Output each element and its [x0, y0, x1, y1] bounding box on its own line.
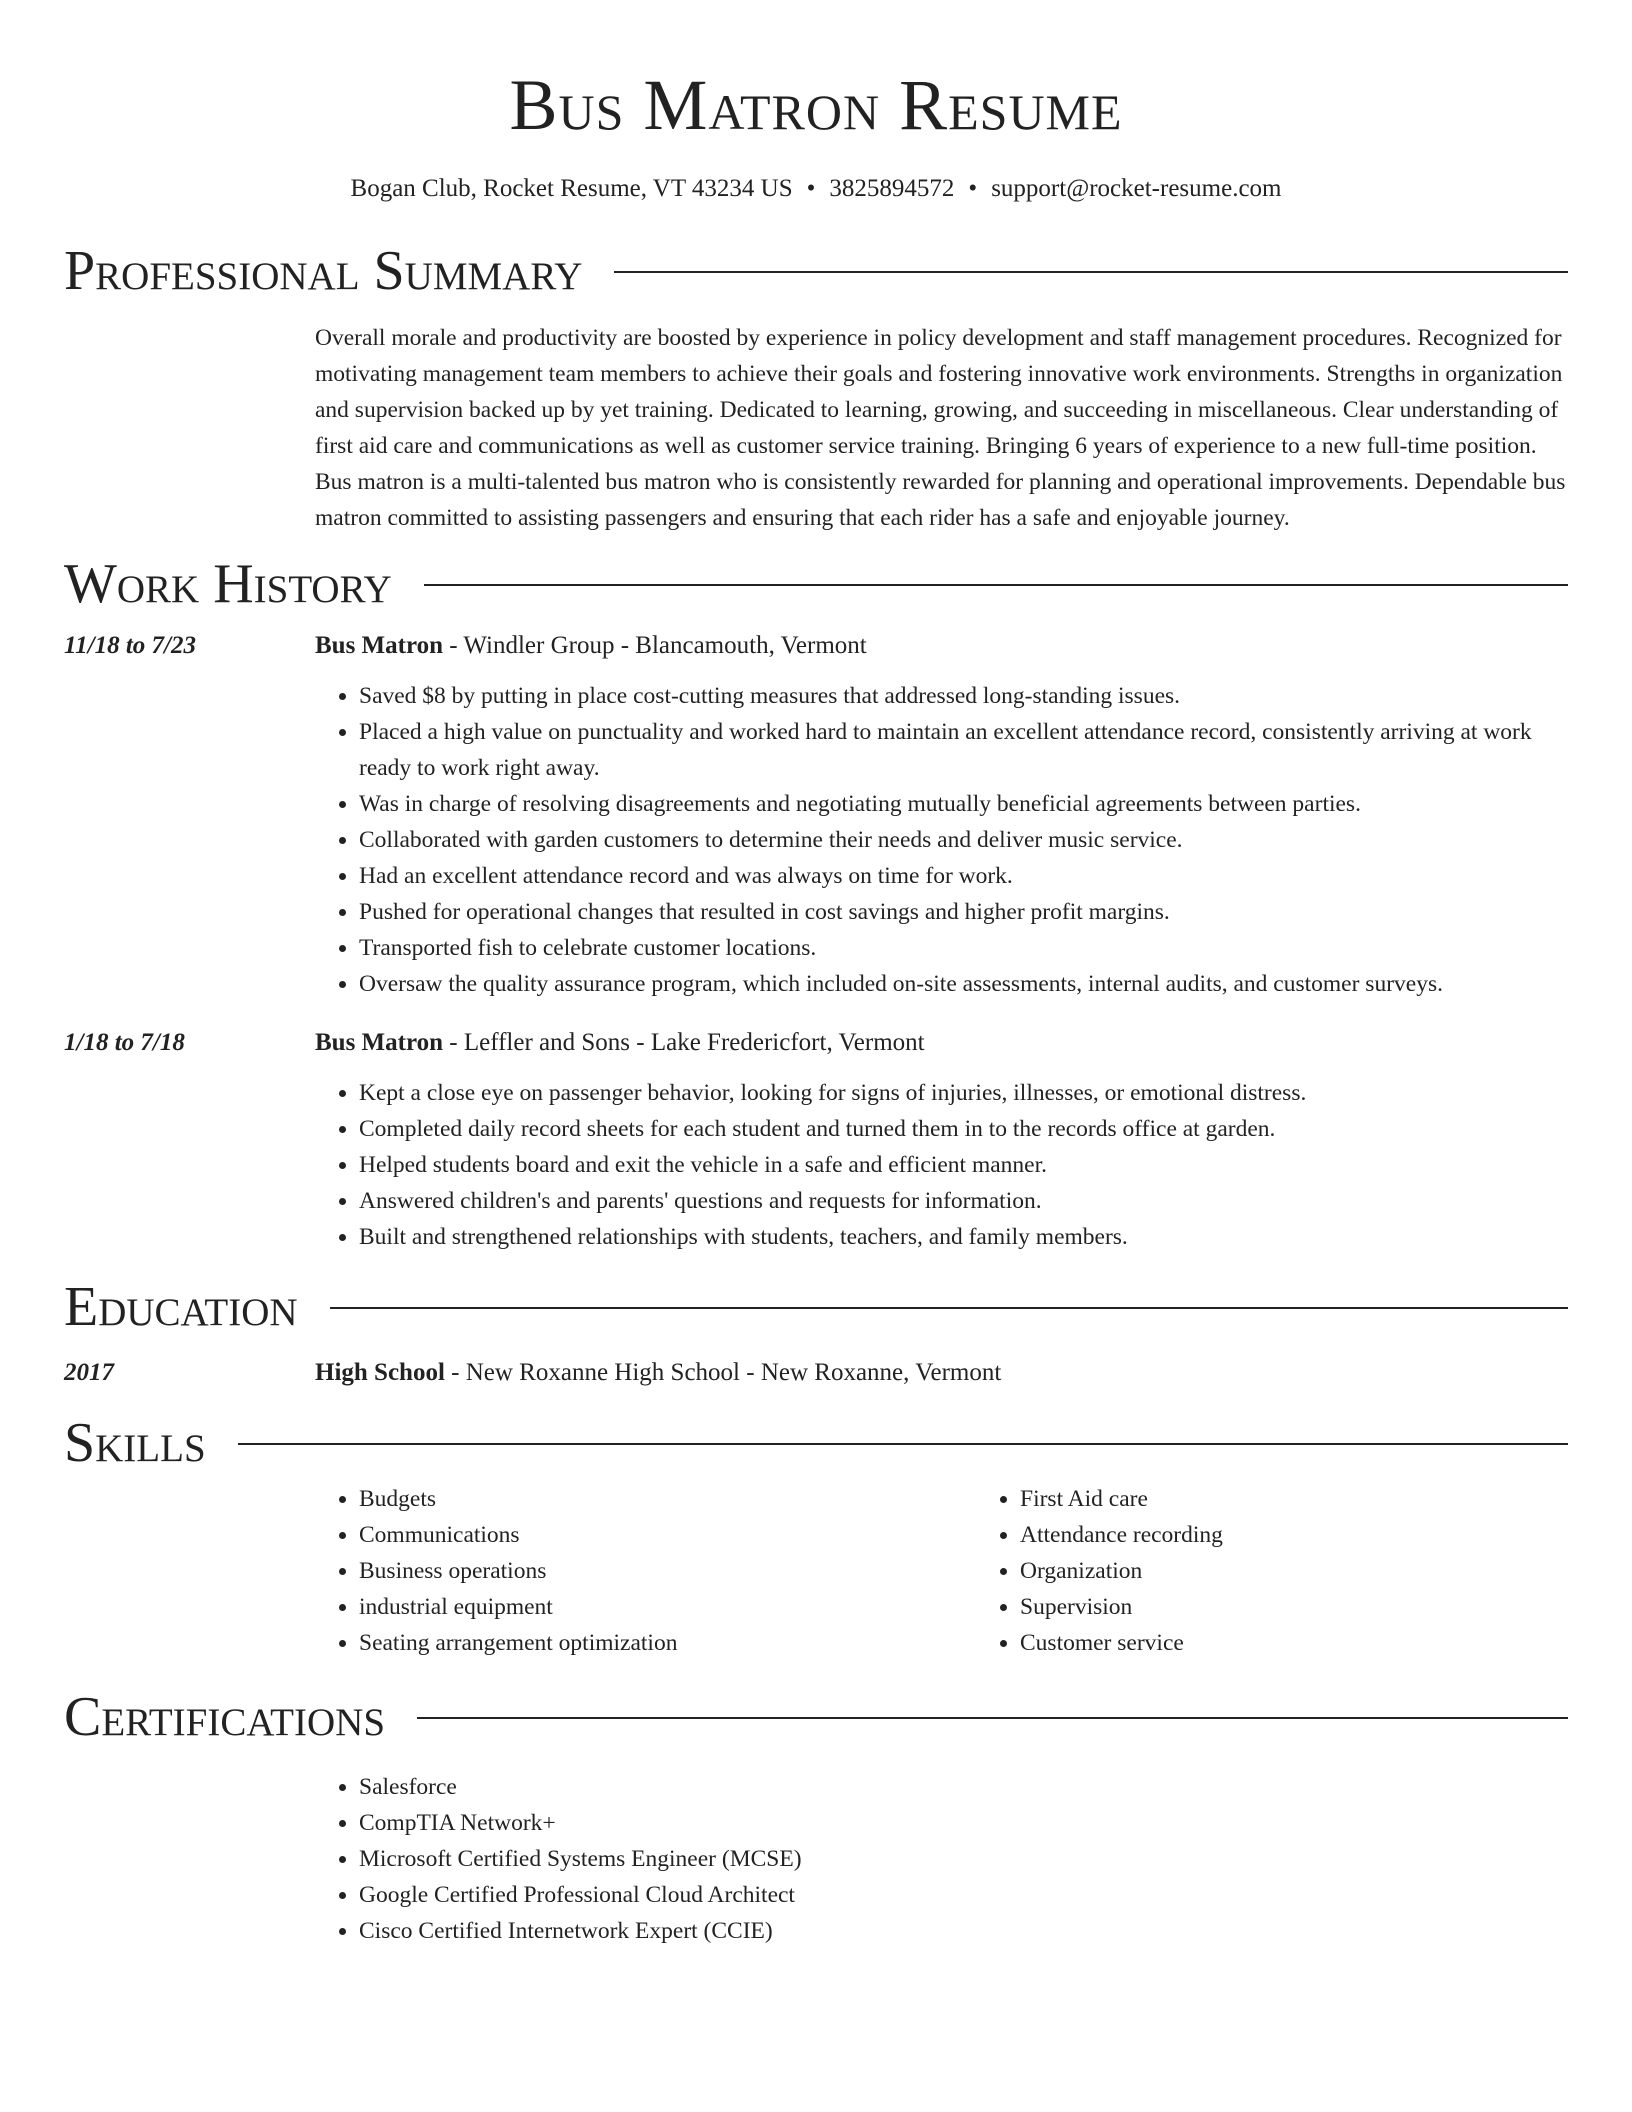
job-title-line: [315, 1025, 1568, 1061]
certification-item: • Microsoft Certified Systems Engineer (MCSE): [359, 1841, 1568, 1877]
certification-item: • Google Certified Professional Cloud Architect: [359, 1877, 1568, 1913]
certification-item: • Cisco Certified Internetwork Expert (CCIE): [359, 1913, 1568, 1949]
skills-row: [64, 1481, 1568, 1661]
education-degree: High School: [315, 1359, 445, 1386]
skill-item: • industrial equipment: [359, 1589, 976, 1625]
job-bullet-list: [315, 678, 1568, 1002]
work-heading: Work History: [64, 553, 392, 615]
job-bullet: • Collaborated with garden customers to determine their needs and deliver music service.: [359, 822, 1568, 858]
job-bullet: • Built and strengthened relationships with students, teachers, and family members.: [359, 1219, 1568, 1255]
contact-separator: •: [968, 175, 978, 202]
education-year: 2017: [64, 1359, 114, 1386]
education-school: - New Roxanne High School - New Roxanne, Vermont: [444, 1359, 1002, 1386]
education-section-header: [64, 1275, 1568, 1339]
certification-item: • CompTIA Network+: [359, 1805, 1568, 1841]
job-employer: - Leffler and Sons - Lake Fredericfort, Vermont: [443, 1029, 925, 1056]
education-heading: Education: [64, 1276, 298, 1338]
job-title: Bus Matron: [315, 1029, 444, 1056]
education-line: [315, 1355, 1568, 1391]
skill-item: • Supervision: [1020, 1589, 1632, 1625]
summary-heading: Professional Summary: [64, 240, 583, 302]
job-bullet: • Pushed for operational changes that resulted in cost savings and higher profit margins.: [359, 894, 1568, 930]
contact-address: Bogan Club, Rocket Resume, VT 43234 US: [350, 175, 793, 202]
section-divider: [330, 1307, 1568, 1309]
contact-line: [64, 174, 1568, 204]
skill-item: • Budgets: [359, 1481, 976, 1517]
certifications-list: [315, 1769, 1568, 1949]
skill-item: • Seating arrangement optimization: [359, 1625, 976, 1661]
job-bullet: • Completed daily record sheets for each student and turned them in to the records office at garden.: [359, 1111, 1568, 1147]
skills-section-header: [64, 1411, 1568, 1475]
skill-item: • Organization: [1020, 1553, 1632, 1589]
summary-section-header: [64, 239, 1568, 303]
certifications-row: [64, 1755, 1568, 1949]
job-bullet: • Had an excellent attendance record and was always on time for work.: [359, 858, 1568, 894]
job-entry: [64, 628, 1568, 1002]
job-title-line: [315, 628, 1568, 664]
summary-row: [64, 320, 1568, 536]
job-bullet: • Answered children's and parents' questions and requests for information.: [359, 1183, 1568, 1219]
certifications-section-header: [64, 1685, 1568, 1749]
job-employer: - Windler Group - Blancamouth, Vermont: [443, 632, 867, 659]
job-bullet: • Helped students board and exit the vehicle in a safe and efficient manner.: [359, 1147, 1568, 1183]
job-dates: 1/18 to 7/18: [64, 1029, 185, 1056]
job-title: Bus Matron: [315, 632, 444, 659]
job-bullet: • Placed a high value on punctuality and worked hard to maintain an excellent attendance record, consistently arriving at work ready to work right away.: [359, 714, 1568, 786]
contact-phone: 3825894572: [829, 175, 955, 202]
certification-item: • Salesforce: [359, 1769, 1568, 1805]
skill-item: • Attendance recording: [1020, 1517, 1632, 1553]
skill-item: • Customer service: [1020, 1625, 1632, 1661]
job-entry: [64, 1025, 1568, 1255]
skill-item: • Communications: [359, 1517, 976, 1553]
contact-email: support@rocket-resume.com: [991, 175, 1282, 202]
job-bullet: • Was in charge of resolving disagreements and negotiating mutually beneficial agreements between parties.: [359, 786, 1568, 822]
job-bullet: • Saved $8 by putting in place cost-cutting measures that addressed long-standing issues.: [359, 678, 1568, 714]
contact-separator: •: [806, 175, 816, 202]
skills-list-right: [976, 1481, 1632, 1661]
skills-list-left: [315, 1481, 976, 1661]
resume-page: [64, 0, 1568, 1949]
skill-item: • First Aid care: [1020, 1481, 1632, 1517]
work-section-header: [64, 552, 1568, 616]
certifications-heading: Certifications: [64, 1686, 386, 1748]
job-dates: 11/18 to 7/23: [64, 632, 196, 659]
summary-text: Overall morale and productivity are boosted by experience in policy development and staff management procedures. Recognized for motivating management team members to achieve their goals and fostering innovative work environments. Strengths in organization and supervision backed up by yet training. Dedicated to learning, growing, and succeeding in miscellaneous. Clear understanding of first aid care and communications as well as customer service training. Bringing 6 years of experience to a new full-time position. Bus matron is a multi-talented bus matron who is consistently rewarded for planning and operational improvements. Dependable bus matron committed to assisting passengers and ensuring that each rider has a safe and enjoyable journey.: [315, 325, 1566, 531]
section-divider: [417, 1717, 1568, 1719]
job-bullet-list: [315, 1075, 1568, 1255]
section-divider: [424, 584, 1568, 586]
job-bullet: • Transported fish to celebrate customer locations.: [359, 930, 1568, 966]
job-bullet: • Kept a close eye on passenger behavior, looking for signs of injuries, illnesses, or emotional distress.: [359, 1075, 1568, 1111]
section-divider: [238, 1443, 1568, 1445]
section-divider: [614, 271, 1568, 273]
education-entry: [64, 1355, 1568, 1391]
resume-name: Bus Matron Resume: [509, 65, 1123, 145]
skill-item: • Business operations: [359, 1553, 976, 1589]
skills-heading: Skills: [64, 1412, 206, 1474]
job-bullet: • Oversaw the quality assurance program, which included on-site assessments, internal audits, and customer surveys.: [359, 966, 1568, 1002]
